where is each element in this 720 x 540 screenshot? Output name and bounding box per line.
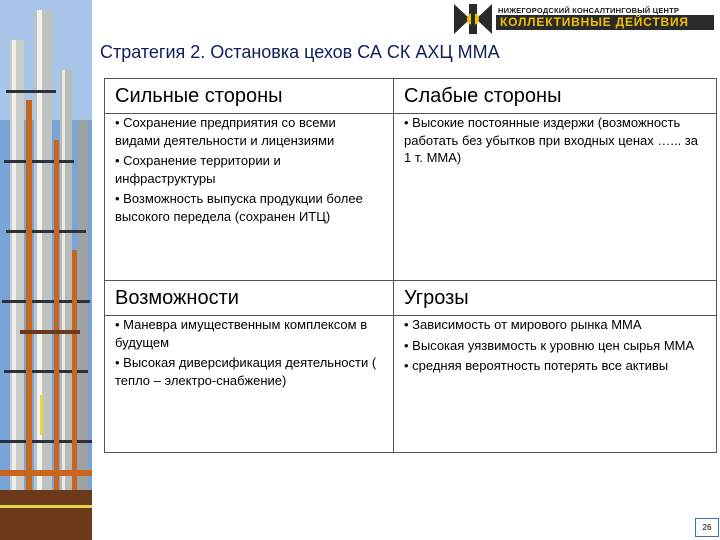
page-number: 26 — [695, 518, 719, 537]
refinery-towers-image — [0, 0, 92, 540]
threats-cell — [394, 316, 717, 453]
logo-emblem-icon — [452, 2, 494, 36]
company-logo — [452, 2, 714, 36]
threat-item: • средняя вероятность потерять все активы — [404, 358, 669, 373]
opportunities-heading: Возможности — [105, 281, 394, 316]
swot-header-row-1 — [105, 79, 717, 114]
opportunities-cell — [105, 316, 394, 453]
opportunity-item: • Высокая диверсификация деятельности ( тепло – электро-снабжение) — [115, 355, 377, 388]
threats-heading: Угрозы — [394, 281, 717, 316]
weaknesses-cell — [394, 114, 717, 281]
strength-item: • Сохранение территории и инфраструктуры — [115, 153, 281, 186]
weaknesses-heading: Слабые стороны — [394, 79, 717, 114]
strengths-cell — [105, 114, 394, 281]
strength-item: • Сохранение предприятия со всеми видами деятельности и лицензиями — [115, 115, 336, 148]
opportunity-item: • Маневра имущественным комплексом в будущем — [115, 317, 368, 350]
threat-item: • Высокая уязвимость к уровню цен сырья ММА — [404, 337, 695, 353]
swot-body-row-2 — [105, 316, 717, 453]
logo-top-text: НИЖЕГОРОДСКИЙ КОНСАЛТИНГОВЫЙ ЦЕНТР — [498, 6, 680, 15]
threat-item: • Зависимость от мирового рынка ММА — [404, 317, 642, 332]
swot-header-row-2 — [105, 281, 717, 316]
swot-body-row-1 — [105, 114, 717, 281]
industrial-photo — [0, 0, 92, 540]
slide-title: Стратегия 2. Остановка цехов СА СК АХЦ ММА — [100, 42, 500, 62]
strengths-heading: Сильные стороны — [105, 79, 394, 114]
swot-table — [104, 78, 717, 453]
weakness-item: • Высокие постоянные издержи (возможность работать без убытков при входных ценах …... за 1 т. ММА) — [404, 115, 698, 165]
strength-item: • Возможность выпуска продукции более высокого передела (сохранен ИТЦ) — [115, 191, 363, 224]
logo-main-text: КОЛЛЕКТИВНЫЕ ДЕЙСТВИЯ — [496, 15, 714, 30]
